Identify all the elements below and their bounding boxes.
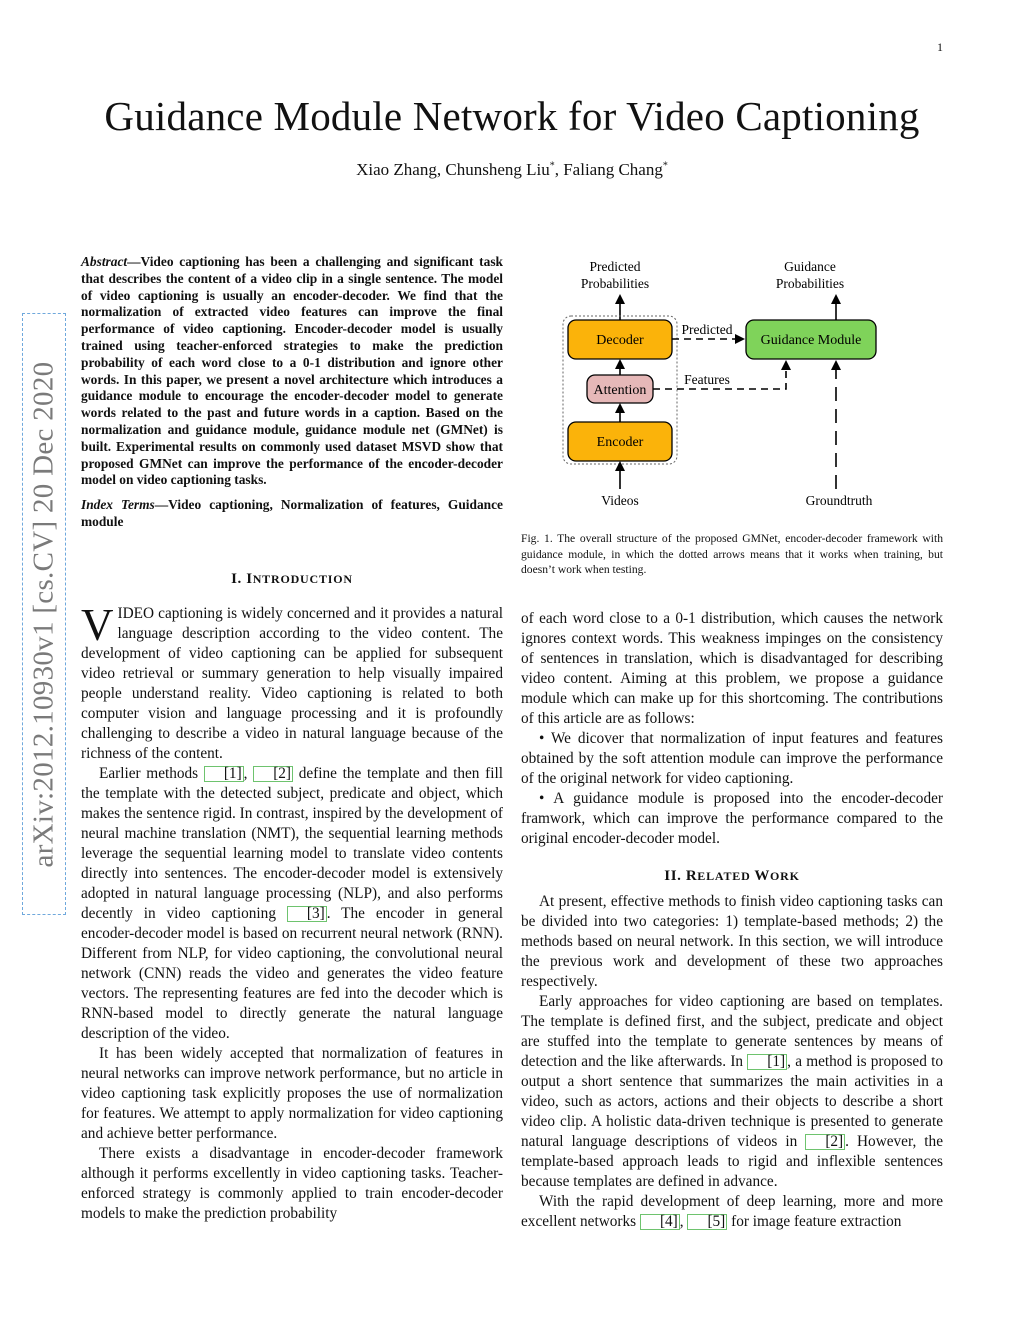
author-2-mark: *: [549, 160, 555, 172]
author-3-mark: *: [662, 160, 668, 172]
page-number: 1: [937, 40, 943, 54]
authors: [0, 160, 1024, 180]
right-column: [521, 609, 943, 1232]
videos-label: Videos: [601, 493, 639, 508]
author-separator: ,: [554, 160, 564, 179]
predicted-prob-label-1: Predicted: [589, 259, 641, 274]
contribution-bullet-1: • We dicover that normalization of input features and features obtained by the soft attention module can improve the performance of the original network for video captioning.: [521, 730, 943, 787]
arxiv-stamp-text: arXiv:2012.10930v1 [cs.CV] 20 Dec 2020: [27, 361, 60, 867]
left-column: [81, 254, 503, 1224]
citation-link[interactable]: [1]: [204, 766, 244, 782]
citation-link[interactable]: [3]: [287, 906, 327, 922]
author-1: Xiao Zhang,: [356, 160, 446, 179]
index-terms: [81, 497, 503, 531]
abstract-label: Abstract: [81, 254, 128, 269]
contribution-bullet-2: • A guidance module is proposed into the encoder-decoder framwork, which can improve the performance compared to the original encoder-decoder model.: [521, 790, 943, 847]
citation-link[interactable]: [5]: [687, 1214, 727, 1230]
author-3: Faliang Chang: [563, 160, 663, 179]
related-paragraph-2: Early approaches for video captioning are based on templates. The template is defined first, and the subject, predicate and object are stuffed into the template to generate sentences by means of detection and the like afterwards. In [1] , a method is proposed to output a short sentence that summarizes the main activities in a video, such as actors, actions and their objects to describe a short video clip. A holistic data-driven technique is presented to generate natural language descriptions of videos in [2] . However, the template-based approach leads to rigid and inflexible sentences because templates are defined in advance.: [521, 993, 943, 1190]
figure-1-caption: Fig. 1. The overall structure of the proposed GMNet, encoder-decoder framework with guidance module, in which the dotted arrows means that it works when training, but doesn’t work when testing.: [521, 532, 943, 576]
encoder-label: Encoder: [596, 435, 644, 450]
intro-paragraph-1: VIDEO captioning is widely concerned and it provides a natural language description according to the video content. The development of video captioning can be applied for subsequent video retrieval or summary generation to help visually impaired people understand reality. Video captioning is related to both computer vision and language processing and it is profoundly challenging to describe a video in natural language because of the richness of the content.: [81, 599, 503, 762]
attention-label: Attention: [593, 383, 647, 398]
predicted-arrow-label: Predicted: [681, 322, 733, 337]
features-arrow-label: Features: [684, 372, 730, 387]
groundtruth-label: Groundtruth: [805, 493, 873, 508]
abstract: [81, 254, 503, 489]
author-2: Chunsheng Liu: [445, 160, 550, 179]
abstract-text: —Video captioning has been a challenging and significant task that describes the content of a video clip in a single sentence. The model of video captioning is usually an encoder-decoder. We find that the normalization of extracted video features can improve the final performance of video captioning. Encoder-decoder model is usually trained using teacher-enforced strategies to make the prediction probability of each word close to a 0-1 distribution and ignore other words. In this paper, we present a novel architecture which introduces a guidance module to encourage the encoder-decoder model to generate words related to the past and future words in a caption. Based on the normalization and guidance module, guidance module net (GMNet) is built. Experimental results on commonly used dataset MSVD show that proposed GMNet can improve the performance of the encoder-decoder model on video captioning tasks.: [81, 254, 503, 488]
citation-link[interactable]: [1]: [747, 1054, 787, 1070]
guidance-module-label: Guidance Module: [760, 333, 862, 348]
related-paragraph-1: At present, effective methods to finish video captioning tasks can be divided into two categories: 1) template-based methods; 2) the methods based on neural network. In this section, we will introduce the previous work and development of these two approaches respectively.: [521, 893, 943, 990]
arxiv-stamp[interactable]: [22, 313, 66, 915]
dropcap: V: [81, 599, 114, 650]
index-terms-label: Index Terms: [81, 497, 155, 513]
paper-title: Guidance Module Network for Video Captioning: [104, 93, 920, 139]
guidance-prob-label-2: Probabilities: [775, 276, 845, 291]
guidance-prob-label-1: Guidance: [784, 259, 836, 274]
section-1-heading: I. INTRODUCTION: [231, 570, 353, 587]
intro-paragraph-2: Earlier methods [1] , [2] define the template and then fill the template with the detected subject, predicate and object, which makes the sentence rigid. In contrast, inspired by the development of neural machine translation (NMT), the sequential learning methods leverage the sequential learning model to translate video contents directly into sentences. The encoder-decoder model is extensively adopted in natural language processing (NLP), and also performs decently in video captioning [3] . The encoder in general encoder-decoder model is based on recurrent neural network (RNN). Different from NLP, for video captioning, the convolutional neural network (CNN) reads the video and generates the video feature vectors. The representing features are fed into the decoder which is RNN-based model to directly generate the natural language description of the video.: [81, 764, 503, 1042]
section-2-heading: II. RELATED WORK: [664, 868, 800, 884]
citation-link[interactable]: [2]: [253, 766, 293, 782]
related-paragraph-3: With the rapid development of deep learning, more and more excellent networks [4] , [5] for image feature extraction: [521, 1193, 943, 1230]
predicted-prob-label-2: Probabilities: [580, 276, 650, 291]
intro-paragraph-3: It has been widely accepted that normalization of features in neural networks can improve network performance, but no article in video captioning task explicitly proposes the use of normalization for features. We attempt to apply normalization for video captioning and achieve better performance.: [81, 1044, 503, 1142]
intro-paragraph-4: There exists a disadvantage in encoder-decoder framework although it performs excellently in video captioning tasks. Teacher-enforced strategy is commonly applied to train encoder-decoder models to make the prediction probability: [81, 1144, 503, 1222]
intro-paragraph-5: of each word close to a 0-1 distribution, which causes the network ignores context words. This weakness impinges on the consistency of sentences in translation, which is disadvantaged for describing video content. Aiming at this problem, we propose a guidance module which can make up for this shortcoming. The contributions of this article are as follows:: [521, 610, 943, 727]
index-terms-text: —Video captioning, Normalization of features, Guidance module: [81, 497, 503, 529]
decoder-label: Decoder: [596, 333, 644, 348]
citation-link[interactable]: [2]: [805, 1134, 845, 1150]
citation-link[interactable]: [4]: [640, 1214, 680, 1230]
